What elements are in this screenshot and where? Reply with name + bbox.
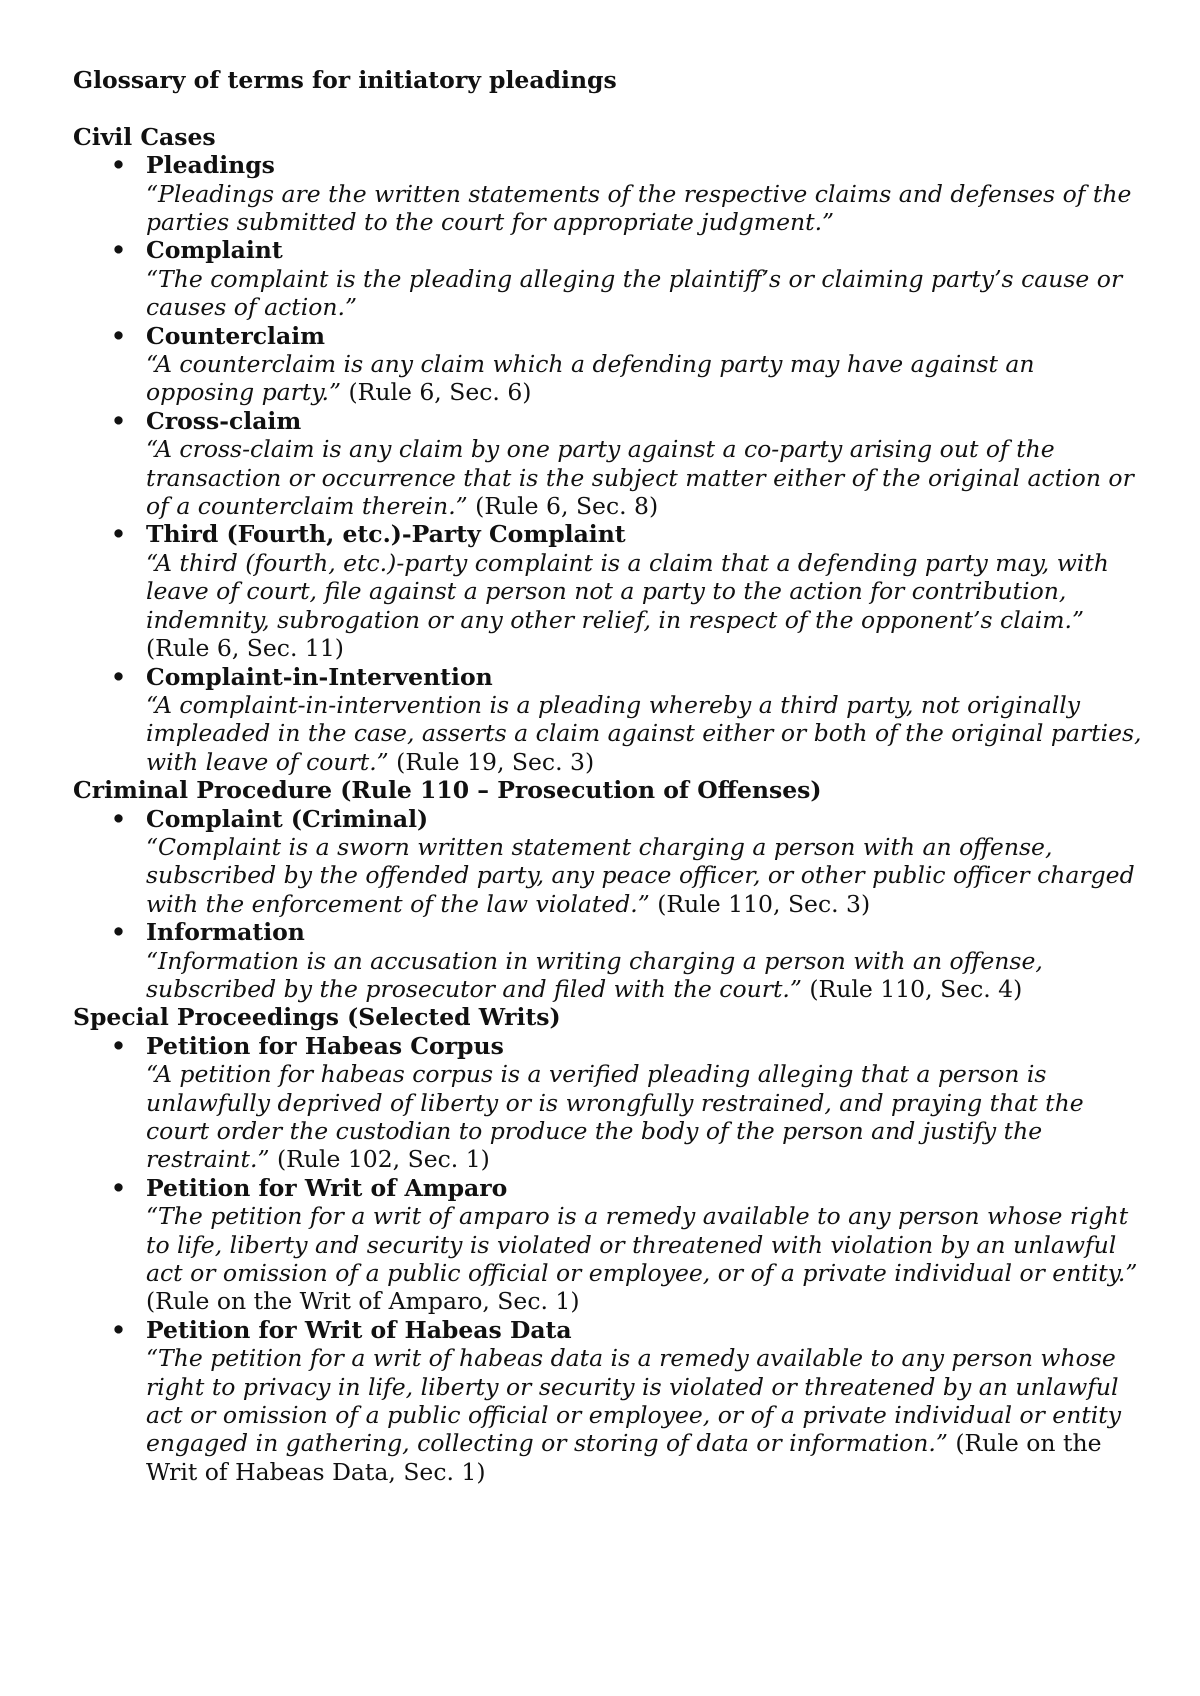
term-definition [146, 435, 1143, 520]
term-name: Pleadings [146, 151, 275, 180]
term-definition [146, 549, 1143, 663]
definition-quote: “Complaint is a sworn written statement charging a person with an offense, subscribed by the offended party, any peace officer, or other public officer charged with the enforcement of the law violated.” [146, 832, 1135, 918]
list-item [73, 520, 1143, 662]
list-item [73, 805, 1143, 919]
document-body [73, 66, 1143, 1486]
term-name: Petition for Habeas Corpus [146, 1031, 504, 1060]
definition-quote: “Pleadings are the written statements of the respective claims and defenses of the parties submitted to the court for appropriate judgment.” [146, 179, 1132, 236]
section-civil-cases [73, 123, 1143, 776]
list-item [73, 1316, 1143, 1486]
bullet-icon: • [111, 1173, 127, 1202]
definition-citation: (Rule 6, Sec. 11) [146, 634, 344, 663]
document-title: Glossary of terms for initiatory pleadings [73, 66, 617, 94]
term-definition [146, 1344, 1143, 1486]
term-name: Complaint [146, 236, 283, 265]
term-list [73, 805, 1143, 1004]
section-special-proceedings [73, 1003, 1143, 1486]
definition-quote: “A petition for habeas corpus is a verified pleading alleging that a person is unlawfully deprived of liberty or is wrongfully restrained, and praying that the court order the custodian to produce the body of the person and justify the restraint.” [146, 1060, 1084, 1174]
section-heading: Civil Cases [73, 122, 216, 151]
definition-citation: (Rule 6, Sec. 8) [467, 492, 659, 521]
bullet-icon: • [111, 236, 127, 265]
bullet-icon: • [111, 321, 127, 350]
definition-citation: (Rule 110, Sec. 3) [649, 889, 871, 918]
bullet-icon: • [111, 662, 127, 691]
term-definition [146, 947, 1143, 1004]
definition-quote: “A third (fourth, etc.)-party complaint is a claim that a defending party may, with leave of court, file against a person not a party to the action for contribution, indemnity, subrogation or any other relief, in respect of the opponent’s claim.” [146, 548, 1109, 634]
list-item [73, 407, 1143, 521]
list-item [73, 322, 1143, 407]
term-name: Petition for Writ of Habeas Data [146, 1315, 572, 1344]
list-item [73, 151, 1143, 236]
bullet-icon: • [111, 151, 127, 180]
term-definition [146, 833, 1143, 918]
list-item [73, 1174, 1143, 1316]
term-definition [146, 691, 1143, 776]
term-definition [146, 265, 1143, 322]
term-list [73, 1032, 1143, 1487]
term-definition [146, 1202, 1143, 1316]
bullet-icon: • [111, 1315, 127, 1344]
definition-quote: “The complaint is the pleading alleging the plaintiff’s or claiming party’s cause or causes of action.” [146, 264, 1123, 322]
term-name: Complaint (Criminal) [146, 804, 429, 833]
term-definition [146, 180, 1143, 237]
definition-citation: (Rule 19, Sec. 3) [388, 747, 595, 776]
list-item [73, 236, 1143, 321]
definition-citation: (Rule on the Writ of Amparo, Sec. 1) [146, 1287, 580, 1316]
definition-quote: “A complaint-in-intervention is a pleading whereby a third party, not originally impleaded in the case, asserts a claim against either or both of the original parties, with leave of court.” [146, 690, 1142, 776]
term-name: Complaint-in-Intervention [146, 662, 493, 691]
definition-quote: “A counterclaim is any claim which a defending party may have against an opposing party.” [146, 350, 1035, 407]
term-list [73, 151, 1143, 776]
definition-citation: (Rule on the Writ of Habeas Data, Sec. 1) [146, 1429, 1102, 1486]
bullet-icon: • [111, 406, 127, 435]
term-definition [146, 1060, 1143, 1174]
section-criminal-procedure [73, 776, 1143, 1003]
term-name: Cross-claim [146, 406, 302, 435]
list-item [73, 918, 1143, 1003]
section-heading: Criminal Procedure (Rule 110 – Prosecution of Offenses) [73, 776, 822, 805]
definition-citation: (Rule 6, Sec. 6) [340, 378, 532, 407]
term-name: Information [146, 918, 305, 947]
definition-quote: “A cross-claim is any claim by one party against a co-party arising out of the transaction or occurrence that is the subject matter either of the original action or of a counterclaim therein.” [146, 435, 1134, 521]
term-name: Third (Fourth, etc.)-Party Complaint [146, 520, 626, 549]
bullet-icon: • [111, 1031, 127, 1060]
term-name: Counterclaim [146, 321, 325, 350]
blank-line [73, 94, 1143, 122]
bullet-icon: • [111, 918, 127, 947]
definition-quote: “Information is an accusation in writing charging a person with an offense, subscribed by the prosecutor and filed with the court.” [146, 946, 1043, 1003]
bullet-icon: • [111, 804, 127, 833]
definition-citation: (Rule 102, Sec. 1) [269, 1145, 490, 1174]
term-definition [146, 350, 1143, 407]
definition-quote: “The petition for a writ of habeas data is a remedy available to any person whose right to privacy in life, liberty or security is violated or threatened by an unlawful act or omission of a public official or employee, or of a private individual or entity engaged in gathering, collecting or storing of data or information.” [146, 1344, 1122, 1458]
definition-citation: (Rule 110, Sec. 4) [801, 974, 1023, 1003]
definition-quote: “The petition for a writ of amparo is a remedy available to any person whose right to life, liberty and security is violated or threatened with violation by an unlawful act or omission of a public official or employee, or of a private individual or entity.” [146, 1202, 1138, 1288]
list-item [73, 1032, 1143, 1174]
list-item [73, 663, 1143, 777]
section-heading: Special Proceedings (Selected Writs) [73, 1003, 561, 1032]
bullet-icon: • [111, 520, 127, 549]
term-name: Petition for Writ of Amparo [146, 1173, 508, 1202]
